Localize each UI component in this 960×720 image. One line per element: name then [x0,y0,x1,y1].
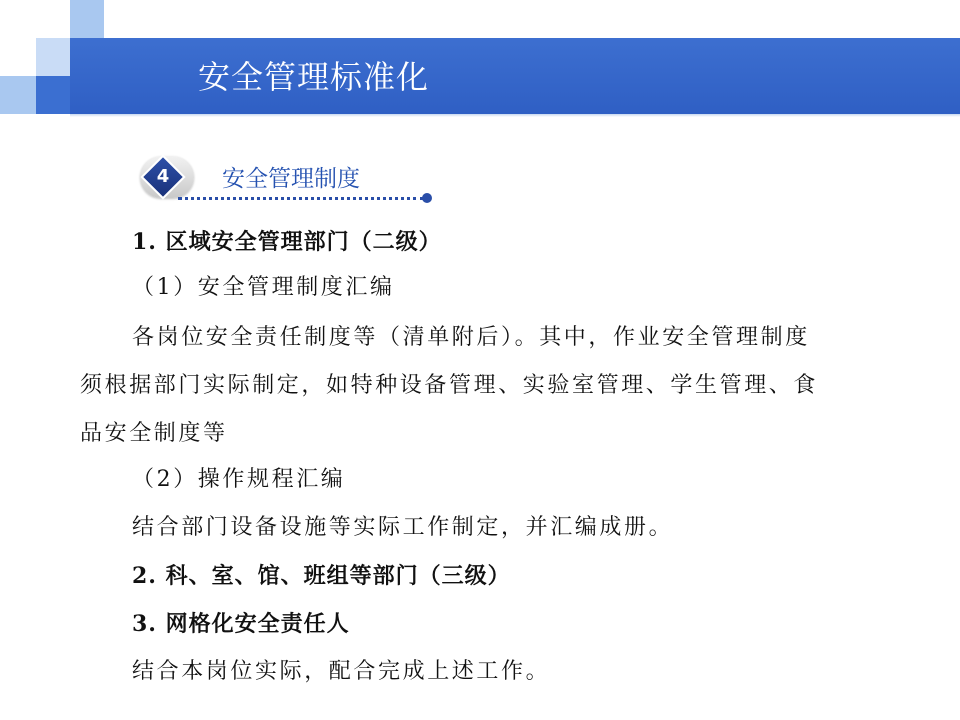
heading-level-2: 1. 区域安全管理部门（二级） [132,229,442,255]
paragraph-line: 结合部门设备设施等实际工作制定，并汇编成册。 [132,515,674,540]
section-number: 4 [156,166,170,187]
decor-square [70,0,104,38]
underline-dot [422,193,432,203]
paragraph-line: 须根据部门实际制定，如特种设备管理、实验室管理、学生管理、食 [80,373,819,398]
heading-level-3: 2. 科、室、馆、班组等部门（三级） [132,563,511,589]
subheading-procedures: （2）操作规程汇编 [132,467,346,492]
paragraph-line: 结合本岗位实际，配合完成上述工作。 [132,659,551,684]
dotted-underline [178,197,424,200]
subheading-compilation: （1）安全管理制度汇编 [132,275,395,300]
decor-square [0,76,36,114]
page-title: 安全管理标准化 [198,58,430,96]
decor-square [36,76,70,114]
heading-grid-responsible: 3. 网格化安全责任人 [132,611,350,637]
paragraph-line: 品安全制度等 [80,421,228,446]
paragraph-line: 各岗位安全责任制度等（清单附后）。其中，作业安全管理制度 [132,325,810,350]
title-bar-shadow [70,114,960,117]
section-title: 安全管理制度 [222,166,360,192]
decor-square [36,38,70,76]
